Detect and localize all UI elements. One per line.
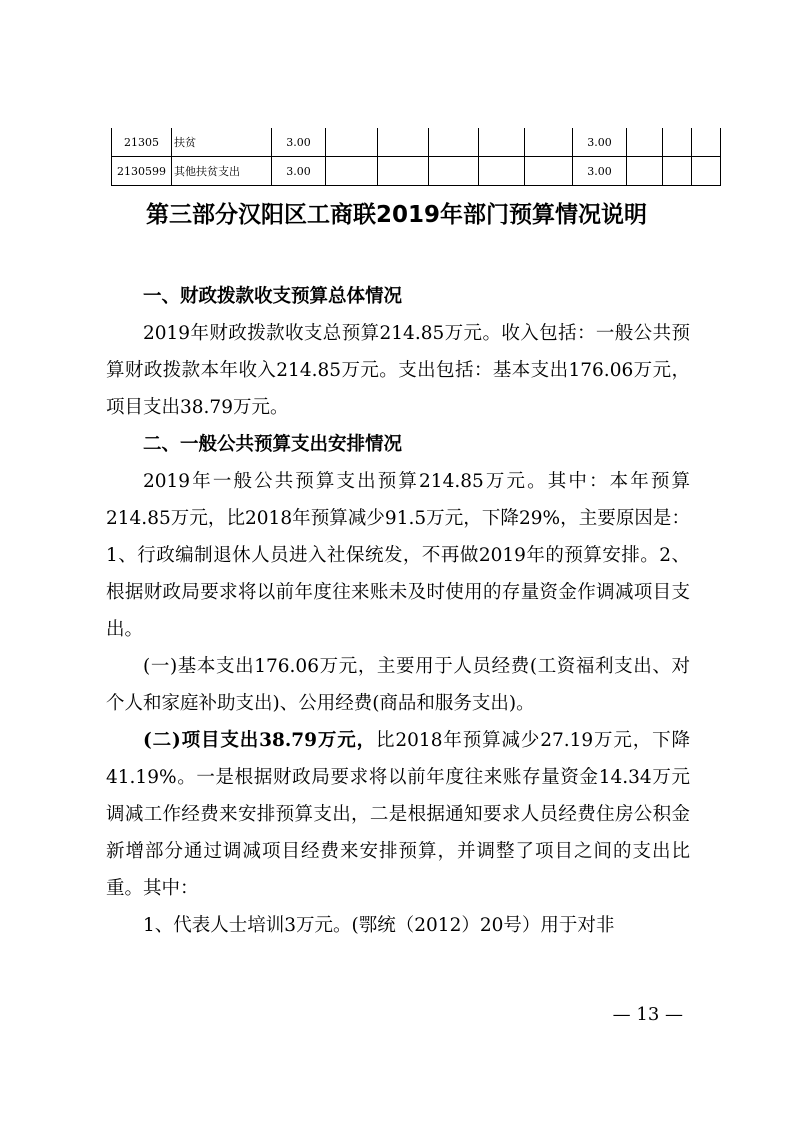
row-code: 2130599 bbox=[112, 157, 172, 186]
empty-cell bbox=[692, 128, 721, 157]
paragraph-rest: 比2018年预算减少27.19万元，下降41.19%。一是根据财政局要求将以前年度往来账存量资金14.34万元调减工作经费来安排预算支出，二是根据通知要求人员经费住房公积金新增部分通过调减项目经费来安排预算，并调整了项目之间的支出比重。其中： bbox=[106, 730, 691, 899]
paragraph: 2019年财政拨款收支总预算214.85万元。收入包括：一般公共预算财政拨款本年收入214.85万元。支出包括：基本支出176.06万元，项目支出38.79万元。 bbox=[106, 323, 690, 418]
empty-cell bbox=[479, 157, 525, 186]
empty-cell bbox=[479, 128, 525, 157]
empty-cell bbox=[627, 128, 663, 157]
row-name: 扶贫 bbox=[172, 128, 272, 157]
document-body bbox=[106, 278, 690, 944]
document-title: 第三部分汉阳区工商联2019年部门预算情况说明 bbox=[145, 202, 647, 228]
page-number: — 13 — bbox=[612, 1004, 683, 1025]
empty-cell bbox=[692, 157, 721, 186]
empty-cell bbox=[378, 128, 429, 157]
row-code: 21305 bbox=[112, 128, 172, 157]
row-amount: 3.00 bbox=[272, 128, 326, 157]
paragraph: (一)基本支出176.06万元，主要用于人员经费(工资福利支出、对个人和家庭补助支出)、公用经费(商品和服务支出)。 bbox=[106, 656, 690, 714]
row-amount-2: 3.00 bbox=[573, 157, 627, 186]
empty-cell bbox=[627, 157, 663, 186]
empty-cell bbox=[429, 157, 479, 186]
empty-cell bbox=[326, 157, 378, 186]
budget-table bbox=[111, 128, 721, 186]
empty-cell bbox=[326, 128, 378, 157]
paragraph: 2019年一般公共预算支出预算214.85万元。其中：本年预算214.85万元，比2018年预算减少91.5万元，下降29%，主要原因是：1、行政编制退休人员进入社保统发，不再做2019年的预算安排。2、根据财政局要求将以前年度往来账未及时使用的存量资金作调减项目支出。 bbox=[106, 471, 690, 640]
section-heading: 二、一般公共预算支出安排情况 bbox=[143, 434, 403, 455]
table-row bbox=[112, 128, 721, 157]
empty-cell bbox=[663, 128, 692, 157]
row-amount: 3.00 bbox=[272, 157, 326, 186]
paragraph: 1、代表人士培训3万元。(鄂统（2012）20号）用于对非 bbox=[143, 915, 615, 936]
table-row bbox=[112, 157, 721, 186]
bold-lead-text: (二)项目支出38.79万元， bbox=[143, 730, 377, 751]
row-amount-2: 3.00 bbox=[573, 128, 627, 157]
row-name: 其他扶贫支出 bbox=[172, 157, 272, 186]
empty-cell bbox=[525, 128, 573, 157]
empty-cell bbox=[378, 157, 429, 186]
paragraph bbox=[106, 722, 690, 907]
section-heading: 一、财政拨款收支预算总体情况 bbox=[143, 286, 403, 307]
empty-cell bbox=[663, 157, 692, 186]
empty-cell bbox=[525, 157, 573, 186]
empty-cell bbox=[429, 128, 479, 157]
